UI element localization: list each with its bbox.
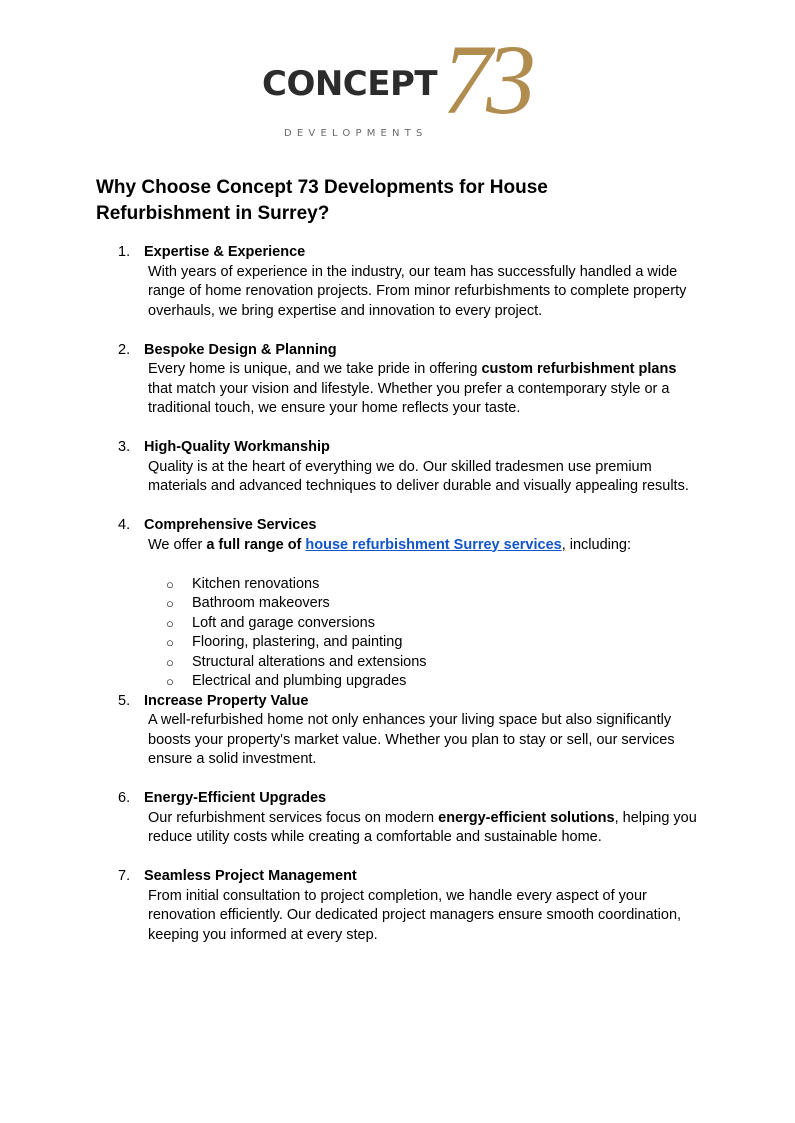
desc-text: Our refurbishment services focus on modern <box>148 809 439 826</box>
item-title: Comprehensive Services <box>144 517 317 533</box>
desc-emphasis: energy-efficient solutions <box>438 809 615 826</box>
item-title: Seamless Project Management <box>144 868 357 884</box>
circle-bullet-icon: ○ <box>166 576 174 592</box>
company-logo <box>262 24 552 139</box>
item-number: 1. <box>118 244 131 260</box>
sublist-item <box>0 575 795 595</box>
item-number: 3. <box>118 439 131 455</box>
sublist-item-label: Bathroom makeovers <box>192 595 330 611</box>
circle-bullet-icon: ○ <box>166 654 174 670</box>
desc-text: , helping you reduce utility costs while creating a comfortable and sustainable home. <box>148 809 697 845</box>
logo-subtitle: DEVELOPMENTS <box>284 128 428 139</box>
list-item <box>0 867 704 945</box>
list-item <box>0 438 704 497</box>
item-number: 6. <box>118 790 131 806</box>
item-title: High-Quality Workmanship <box>144 439 330 455</box>
desc-emphasis: a full range of <box>206 536 302 553</box>
sublist-item-label: Kitchen renovations <box>192 575 320 592</box>
desc-emphasis: custom refurbishment plans <box>481 361 677 377</box>
item-title: Increase Property Value <box>144 692 309 709</box>
item-number: 4. <box>118 517 131 533</box>
circle-bullet-icon: ○ <box>166 674 174 689</box>
list-item <box>0 789 704 848</box>
circle-bullet-icon: ○ <box>166 635 174 650</box>
item-description <box>144 809 704 848</box>
item-number: 7. <box>118 868 131 884</box>
desc-text: that match your vision and lifestyle. Whether you prefer a contemporary style or a traditional touch, we ensure your home reflects your taste. <box>148 380 670 416</box>
circle-bullet-icon: ○ <box>166 615 174 631</box>
item-description <box>144 360 704 419</box>
item-number: 2. <box>118 341 131 358</box>
list-item <box>0 243 704 321</box>
item-number: 5. <box>118 692 131 709</box>
item-title: Bespoke Design & Planning <box>144 341 337 358</box>
services-sublist <box>0 575 795 692</box>
item-title: Energy-Efficient Upgrades <box>144 790 327 806</box>
item-description: With years of experience in the industry, our team has successfully handled a wide range of home renovation projects. From minor refurbishments to complete property overhauls, we bring expertise and innovation to every project. <box>148 263 687 319</box>
desc-text: Every home is unique, and we take pride in offering <box>148 361 482 377</box>
sublist-item-label: Loft and garage conversions <box>192 614 375 631</box>
sublist-item-label: Structural alterations and extensions <box>192 653 427 670</box>
page-title: Why Choose Concept 73 Developments for House Refurbishment in Surrey? <box>96 177 548 224</box>
sublist-item <box>0 614 795 634</box>
sublist-item <box>0 594 795 614</box>
list-item <box>0 692 704 770</box>
sublist-item-label: Flooring, plastering, and painting <box>192 634 403 650</box>
desc-text: We offer <box>148 536 207 553</box>
item-title: Expertise & Experience <box>144 244 306 260</box>
list-item <box>0 516 704 555</box>
desc-text: , including: <box>561 536 632 553</box>
item-description: A well-refurbished home not only enhances your living space but also significantly boosts your property's market value. Whether you plan to stay or sell, our services ensure a solid investment. <box>148 712 675 767</box>
sublist-item <box>0 633 795 653</box>
sublist-item-label: Electrical and plumbing upgrades <box>192 673 407 689</box>
reasons-list <box>0 243 795 965</box>
logo-wordmark: CONCEPT <box>262 64 438 104</box>
circle-bullet-icon: ○ <box>166 596 174 611</box>
sublist-item <box>0 653 795 673</box>
sublist-item <box>0 672 795 692</box>
item-description: From initial consultation to project completion, we handle every aspect of your renovation efficiently. Our dedicated project managers ensure smooth coordination, keeping you informed at every step. <box>148 887 682 943</box>
item-description: Quality is at the heart of everything we do. Our skilled tradesmen use premium materials and advanced techniques to deliver durable and visually appealing results. <box>148 458 689 494</box>
logo-number: 73 <box>442 24 530 135</box>
list-item <box>0 341 704 419</box>
item-description <box>144 536 704 556</box>
services-link[interactable]: house refurbishment Surrey services <box>305 536 562 553</box>
